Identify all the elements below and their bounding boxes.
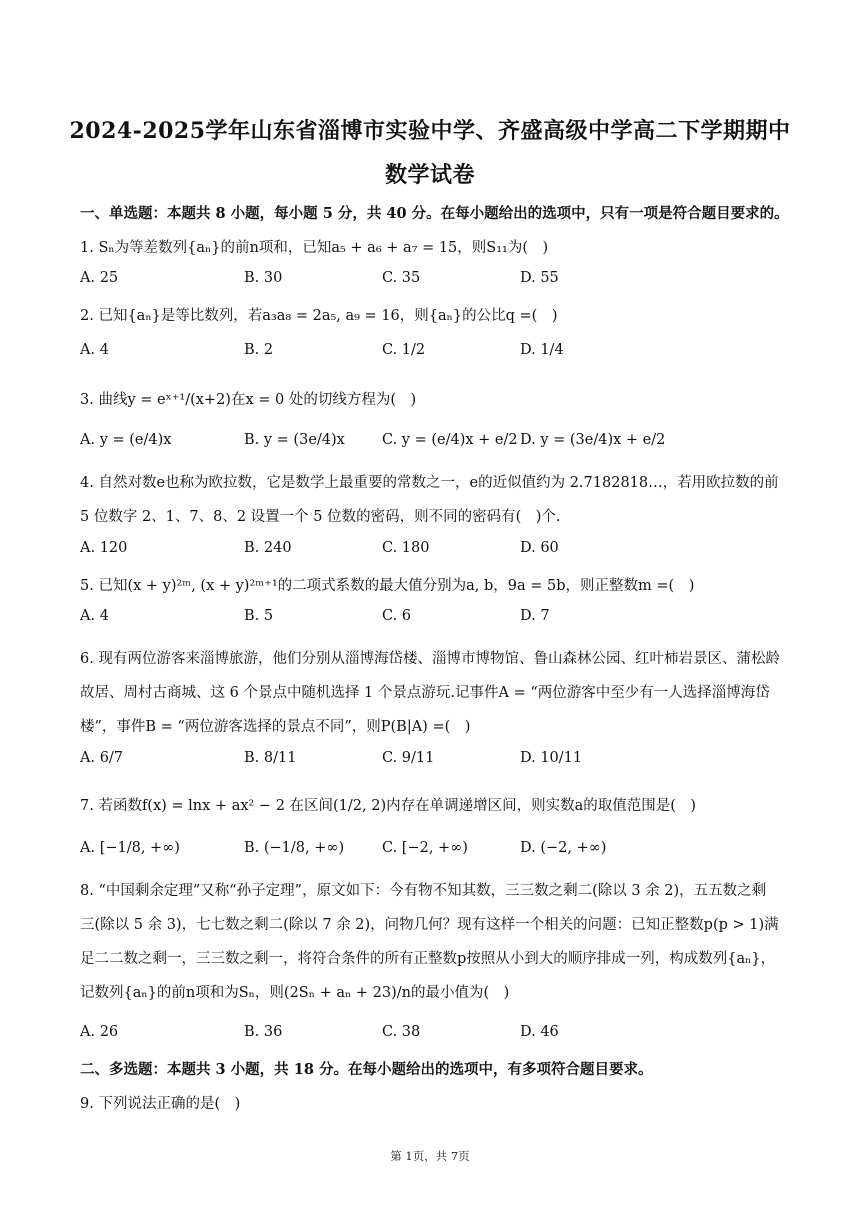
option-b: B. 36 [244,1024,283,1040]
question-1-options [80,270,780,294]
section-heading-single-choice: 一、单选题：本题共 8 小题，每小题 5 分，共 40 分。在每小题给出的选项中，只有一项是符合题目要求的。 [80,205,789,222]
option-c: C. 6 [382,608,412,624]
option-d: D. 10/11 [520,750,583,766]
option-a: A. 26 [80,1024,119,1040]
option-c: C. y = (e/4)x + e/2 [382,432,518,448]
option-b: B. 2 [244,342,274,358]
option-d: D. 46 [520,1024,559,1040]
option-d: D. y = (3e/4)x + e/2 [520,432,666,448]
question-3: 3. 曲线y = eˣ⁺¹/(x+2)在x = 0 处的切线方程为( ) [80,392,417,408]
option-a: A. y = (e/4)x [80,432,172,448]
option-b: B. 240 [244,540,292,556]
question-5: 5. 已知(x + y)²ᵐ, (x + y)²ᵐ⁺¹的二项式系数的最大值分别为a, b，9a = 5b，则正整数m =( ) [80,578,695,594]
page-footer: 第 1页，共 7页 [390,1149,470,1163]
section-heading-multiple-choice: 二、多选题：本题共 3 小题，共 18 分。在每小题给出的选项中，有多项符合题目要求。 [80,1061,653,1078]
option-d: D. 55 [520,270,559,286]
option-d: D. (−2, +∞) [520,840,607,856]
question-7-options [80,840,780,864]
option-a: A. 25 [80,270,119,286]
question-6: 6. 现有两位游客来淄博旅游，他们分别从淄博海岱楼、淄博市博物馆、鲁山森林公园、红叶柿岩景区、蒲松龄故居、周村古商城、这 6 个景点中随机选择 1 个景点游玩.记事件A = “两位游客中至少有一人选择淄博海岱楼”，事件B = “两位游客选择的景点不同”，则P(B|A) =( ) [80,651,780,735]
option-a: A. 6/7 [80,750,124,766]
exam-subtitle: 数学试卷 [384,162,475,188]
option-d: D. 60 [520,540,559,556]
option-a: A. 4 [80,342,109,358]
question-3-options [80,432,780,456]
option-d: D. 1/4 [520,342,564,358]
option-b: B. 5 [244,608,274,624]
option-a: A. [−1/8, +∞) [80,840,180,856]
question-8: 8. “中国剩余定理”又称“孙子定理”，原文如下：今有物不知其数，三三数之剩二(除以 3 余 2)，五五数之剩三(除以 5 余 3)，七七数之剩二(除以 7 余 2)，问物几何？现有这样一个相关的问题：已知正整数p(p > 1)满足二二数之剩一，三三数之剩一，将符合条件的所有正整数p按照从小到大的顺序排成一列，构成数列{aₙ}，记数列{aₙ}的前n项和为Sₙ，则(2Sₙ + aₙ + 23)/n的最小值为( ) [80,883,779,1001]
option-b: B. 30 [244,270,283,286]
option-b: B. 8/11 [244,750,297,766]
exam-title: 2024-2025学年山东省淄博市实验中学、齐盛高级中学高二下学期期中 [69,118,791,144]
option-c: C. 38 [382,1024,421,1040]
option-c: C. 180 [382,540,430,556]
question-7: 7. 若函数f(x) = lnx + ax² − 2 在区间(1/2, 2)内存在单调递增区间，则实数a的取值范围是( ) [80,798,697,814]
question-8-options [80,1024,780,1048]
option-c: C. 35 [382,270,421,286]
question-2-options [80,342,780,366]
question-9: 9. 下列说法正确的是( ) [80,1096,241,1112]
option-a: A. 120 [80,540,128,556]
question-6-options [80,750,780,774]
option-d: D. 7 [520,608,550,624]
option-b: B. y = (3e/4)x [244,432,345,448]
question-1: 1. Sₙ为等差数列{aₙ}的前n项和，已知a₅ + a₆ + a₇ = 15，则S₁₁为( ) [80,240,549,256]
question-4: 4. 自然对数e也称为欧拉数，它是数学上最重要的常数之一，e的近似值约为 2.7182818…，若用欧拉数的前 5 位数字 2、1、7、8、2 设置一个 5 位数的密码，则不同的密码有( )个. [80,475,779,525]
question-5-options [80,608,780,632]
question-4-options [80,540,780,564]
option-a: A. 4 [80,608,109,624]
question-2: 2. 已知{aₙ}是等比数列，若a₃a₈ = 2a₅, a₉ = 16，则{aₙ}的公比q =( ) [80,308,558,324]
option-c: C. 9/11 [382,750,435,766]
option-c: C. 1/2 [382,342,426,358]
option-c: C. [−2, +∞) [382,840,468,856]
option-b: B. (−1/8, +∞) [244,840,345,856]
